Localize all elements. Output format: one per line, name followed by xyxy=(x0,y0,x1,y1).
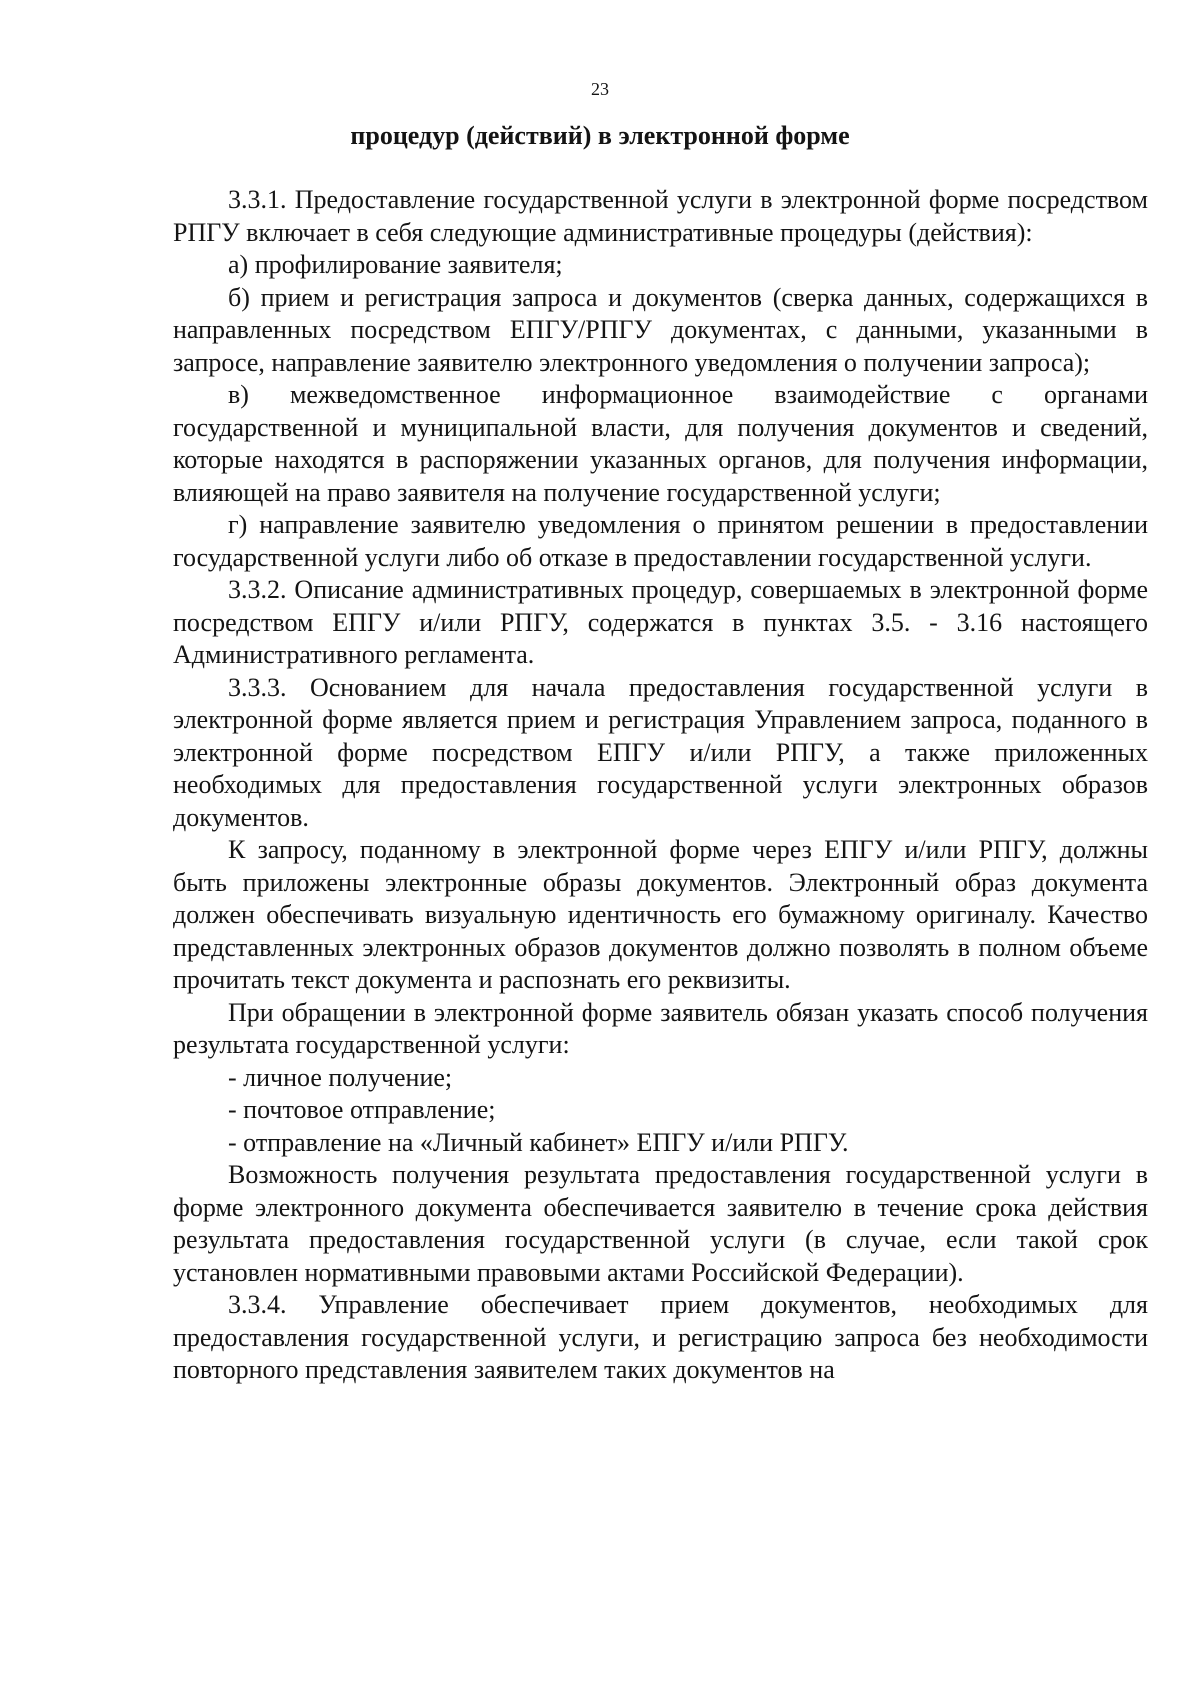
body-text xyxy=(173,184,1148,1387)
list-item-postal: - почтовое отправление; xyxy=(228,1095,496,1124)
paragraph-3-3-1: 3.3.1. Предоставление государственной услуги в электронной форме посредством РПГУ включает в себя следующие административные процедуры (действия): xyxy=(173,185,1148,247)
paragraph-3-3-2: 3.3.2. Описание административных процедур, совершаемых в электронной форме посредством ЕПГУ и/или РПГУ, содержатся в пунктах 3.5. - 3.16 настоящего Административного регламента. xyxy=(173,575,1148,669)
paragraph-electronic-result: Возможность получения результата предоставления государственной услуги в форме электронного документа обеспечивается заявителю в течение срока действия результата предоставления государственной услуги (в случае, если такой срок установлен нормативными правовыми актами Российской Федерации). xyxy=(173,1160,1148,1287)
section-heading: процедур (действий) в электронной форме xyxy=(350,121,850,150)
list-item-a: а) профилирование заявителя; xyxy=(228,250,563,279)
list-item-g: г) направление заявителю уведомления о принятом решении в предоставлении государственной услуги либо об отказе в предоставлении государственной услуги. xyxy=(173,510,1148,572)
list-item-cabinet: - отправление на «Личный кабинет» ЕПГУ и/или РПГУ. xyxy=(228,1127,849,1157)
paragraph-electronic-images: К запросу, поданному в электронной форме через ЕПГУ и/или РПГУ, должны быть приложены электронные образы документов. Электронный образ документа должен обеспечивать визуальную идентичность его бумажному оригиналу. Качество представленных электронных образов документов должно позволять в полном объеме прочитать текст документа и распознать его реквизиты. xyxy=(173,835,1148,994)
page-number: 23 xyxy=(591,79,609,99)
list-item-v: в) межведомственное информационное взаимодействие с органами государственной и муниципальной власти, для получения документов и сведений, которые находятся в распоряжении указанных органов, для получения информации, влияющей на право заявителя на получение государственной услуги; xyxy=(173,380,1148,507)
paragraph-3-3-3: 3.3.3. Основанием для начала предоставления государственной услуги в электронной форме является прием и регистрация Управлением запроса, поданного в электронной форме посредством ЕПГУ и/или РПГУ, а также приложенных необходимых для предоставления государственной услуги электронных образов документов. xyxy=(173,672,1148,832)
paragraph-result-method: При обращении в электронной форме заявитель обязан указать способ получения результата государственной услуги: xyxy=(173,997,1148,1059)
list-item-b: б) прием и регистрация запроса и документов (сверка данных, содержащихся в направленных посредством ЕПГУ/РПГУ документах, с данными, указанными в запросе, направление заявителю электронного уведомления о получении запроса); xyxy=(173,282,1148,377)
list-item-personal: - личное получение; xyxy=(228,1062,453,1092)
paragraph-3-3-4: 3.3.4. Управление обеспечивает прием документов, необходимых для предоставления государственной услуги, и регистрацию запроса без необходимости повторного представления заявителем таких документов на xyxy=(173,1290,1148,1384)
